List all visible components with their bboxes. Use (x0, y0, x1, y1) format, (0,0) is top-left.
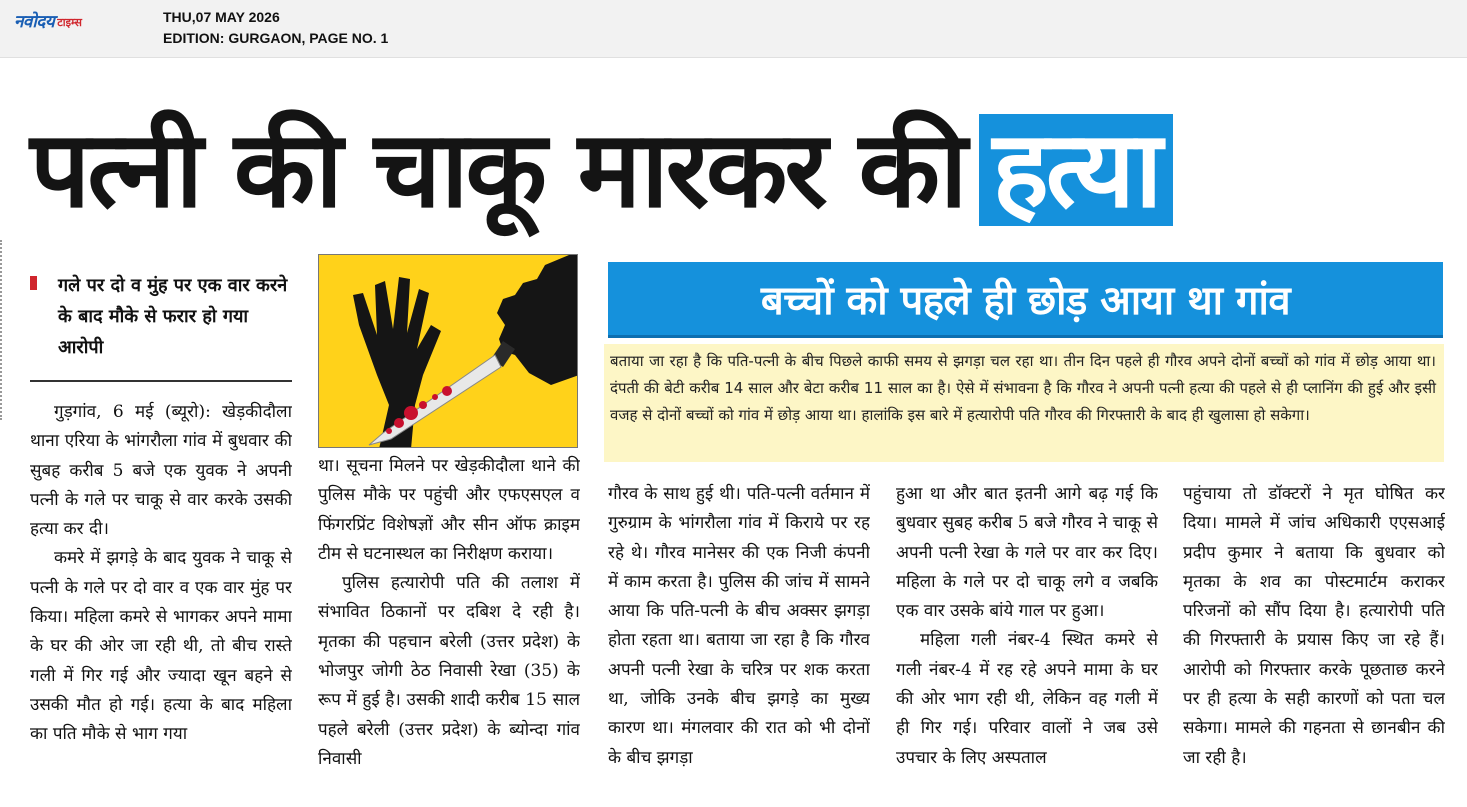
headline-accent: हत्या (979, 114, 1174, 226)
article-column-3 (608, 480, 870, 790)
highlight-box (30, 270, 292, 363)
article-paragraph: पहुंचाया तो डॉक्टरों ने मृत घोषित कर दिया। मामले में जांच अधिकारी एएसआई प्रदीप कुमार ने बताया कि बुधवार को मृतका के शव का पोस्टमार्टम कराकर परिजनों को सौंप दिया है। हत्यारोपी पति की गिरफ्तारी के प्रयास किए जा रहे हैं। आरोपी को गिरफ्तार करके पूछताछ करने पर ही हत्या के सही कारणों को पता चल सकेगा। मामले की गहनता से छानबीन की जा रही है। (1183, 484, 1445, 768)
page-edge-divider (0, 240, 3, 420)
article-paragraph: गुड़गांव, 6 मई (ब्यूरो): खेड़कीदौला थाना एरिया के भांगरौला गांव में बुधवार की सुबह करीब 5 बजे एक युवक ने अपनी पत्नी के गले पर चाकू से वार करके उसकी हत्या कर दी। (30, 402, 292, 540)
article-column-4 (896, 480, 1158, 790)
article-paragraph: गौरव के साथ हुई थी। पति-पत्नी वर्तमान में गुरुग्राम के भांगरौला गांव में किराये पर रह रहे थे। गौरव मानेसर की एक निजी कंपनी में काम करता है। पुलिस की जांच में सामने आया कि पति-पत्नी के बीच अक्सर झगड़ा होता रहता था। बताया जा रहा है कि गौरव अपनी पत्नी रेखा के चरित्र पर शक करता था, जोकि उनके बीच झगड़े का मुख्य कारण था। मंगलवार की रात को भी दोनों के बीच झगड़ा (608, 484, 870, 768)
headline (30, 95, 1440, 245)
article-column-2 (318, 452, 580, 790)
summary-box: बताया जा रहा है कि पति-पत्नी के बीच पिछले काफी समय से झगड़ा चल रहा था। तीन दिन पहले ही गौरव अपने दोनों बच्चों को गांव में छोड़ आया था। दंपती की बेटी करीब 14 साल और बेटा करीब 11 साल का है। ऐसे में संभावना है कि गौरव ने अपनी पत्नी हत्या की पहले से ही प्लानिंग की हुई और इसी वजह से दोनों बच्चों को गांव में छोड़ आया था। हालांकि इस बारे में हत्यारोपी पति गौरव की गिरफ्तारी के बाद ही खुलासा हो सकेगा। (604, 344, 1444, 462)
highlight-marker-icon (30, 276, 37, 290)
logo-sub-text: टाइम्स (57, 16, 82, 29)
subheadline-text: बच्चों को पहले ही छोड़ आया था गांव (760, 278, 1291, 324)
article-paragraph: महिला गली नंबर-4 स्थित कमरे से गली नंबर-4 में रह रहे अपने मामा के घर की ओर भाग रही थी, लेकिन वह गली में ही गिर गई। परिवार वालों ने जब उसे उपचार के लिए अस्पताल (896, 630, 1158, 768)
knife-hand-illustration-icon (319, 255, 578, 448)
masthead-bar (0, 0, 1467, 58)
newspaper-logo[interactable] (14, 8, 82, 32)
article-column-5 (1183, 480, 1445, 790)
subheadline-banner (608, 262, 1443, 338)
highlight-text: गले पर दो व मुंह पर एक वार करने के बाद मौके से फरार हो गया आरोपी (58, 275, 288, 358)
edition-info: EDITION: GURGAON, PAGE NO. 1 (163, 30, 389, 46)
article-photo (318, 254, 578, 448)
article-paragraph: था। सूचना मिलने पर खेड़कीदौला थाने की पुलिस मौके पर पहुंची और एफएसएल व फिंगरप्रिंट विशेषज्ञों और सीन ऑफ क्राइम टीम से घटनास्थल का निरीक्षण कराया। (318, 456, 580, 564)
article-paragraph: हुआ था और बात इतनी आगे बढ़ गई कि बुधवार सुबह करीब 5 बजे गौरव ने चाकू से अपनी पत्नी रेखा के गले पर वार कर दिए। महिला के गले पर दो चाकू लगे व जबकि एक वार उसके बांये गाल पर हुआ। (896, 484, 1158, 622)
article-paragraph: पुलिस हत्यारोपी पति की तलाश में संभावित ठिकानों पर दबिश दे रही है। मृतका की पहचान बरेली (उत्तर प्रदेश) के भोजपुर जोगी ठेठ निवासी रेखा (35) के रूप में हुई है। उसकी शादी करीब 15 साल पहले बरेली (उत्तर प्रदेश) के ब्योन्दा गांव निवासी (318, 573, 580, 769)
logo-main-text: नवोदय (14, 12, 55, 32)
highlight-divider (30, 380, 292, 382)
article-column-1 (30, 398, 292, 790)
article-paragraph: कमरे में झगड़े के बाद युवक ने चाकू से पत्नी के गले पर दो वार व एक वार मुंह पर किया। महिला कमरे से भागकर अपने मामा के घर की ओर जा रही थी, तो बीच रास्ते गली में गिर गई और ज्यादा खून बहने से उसकी मौत हो गई। हत्या के बाद महिला का पति मौके से भाग गया (30, 548, 292, 745)
headline-main: पत्नी की चाकू मारकर की (30, 108, 965, 231)
edition-date: THU,07 MAY 2026 (163, 9, 280, 25)
